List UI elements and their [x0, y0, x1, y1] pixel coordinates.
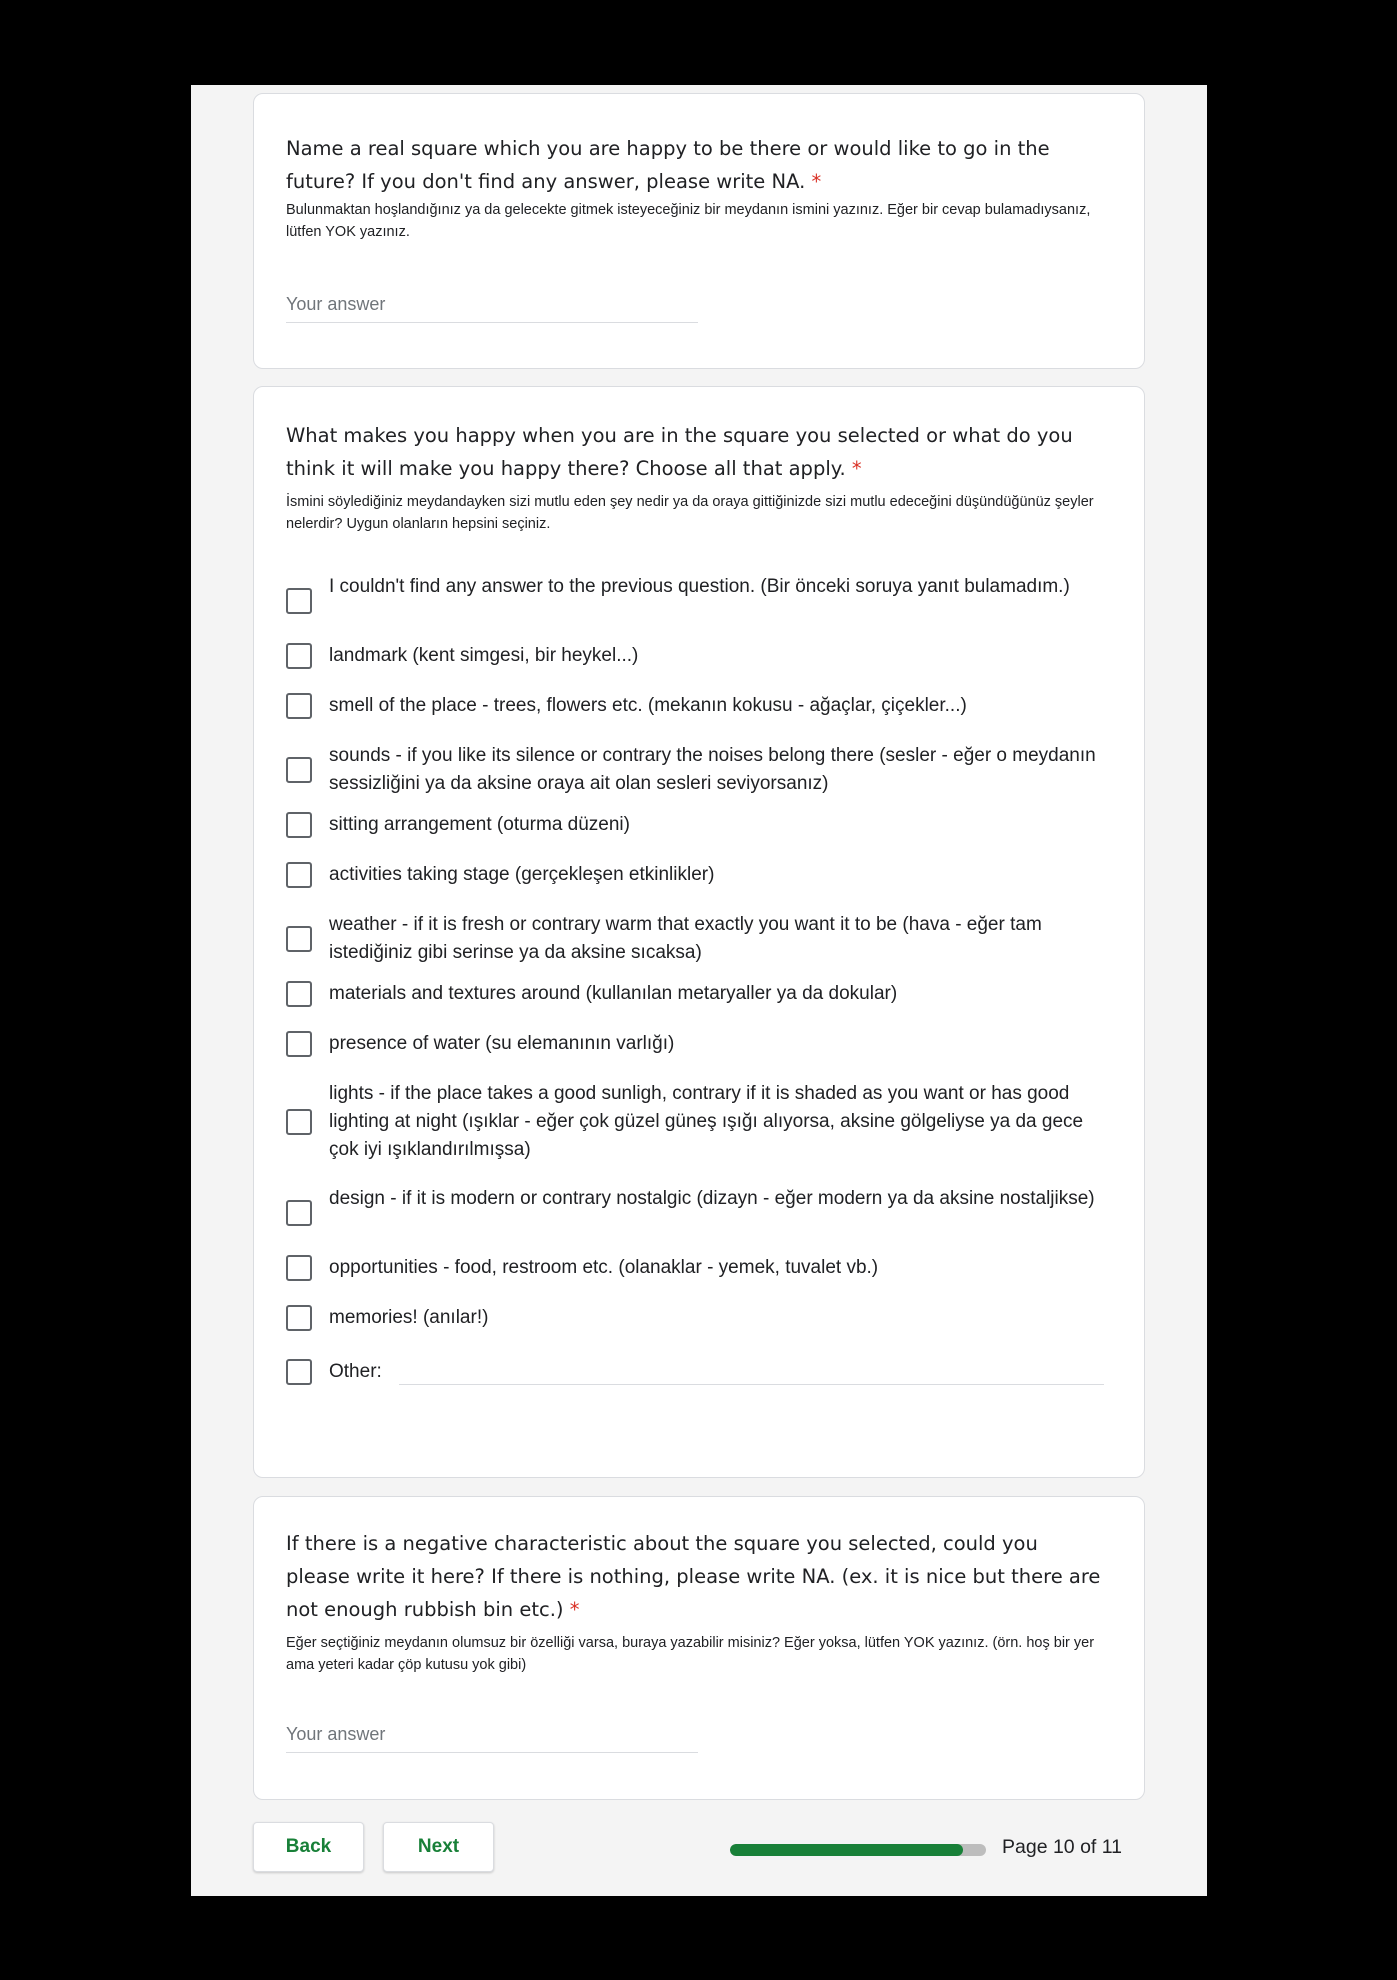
option-label: opportunities - food, restroom etc. (olanaklar - yemek, tuvalet vb.) — [329, 1257, 879, 1278]
option-other[interactable] — [286, 1358, 1104, 1390]
checkbox[interactable] — [286, 812, 312, 838]
option-label: Other: — [329, 1361, 382, 1382]
option-label: landmark (kent simgesi, bir heykel...) — [329, 645, 639, 666]
option-label: memories! (anılar!) — [329, 1307, 489, 1328]
checkbox[interactable] — [286, 1031, 312, 1057]
question-card-what-makes-happy — [253, 386, 1145, 1478]
question-description: Eğer seçtiğiniz meydanın olumsuz bir özelliği varsa, buraya yazabilir misiniz? Eğer yoksa, lütfen YOK yazınız. (örn. hoş bir yer ama yeteri kadar çöp kutusu yok gibi) — [286, 1635, 1095, 1673]
option-label: activities taking stage (gerçekleşen etkinlikler) — [329, 864, 715, 885]
question-description: İsmini söylediğiniz meydandayken sizi mutlu eden şey nedir ya da oraya gittiğinizde sizi mutlu edeceğini düşündüğünüz şeyler nelerdir? Uygun olanların hepsini seçiniz. — [286, 494, 1094, 532]
back-button[interactable]: Back — [253, 1822, 364, 1872]
checkbox[interactable] — [286, 926, 312, 952]
checkbox[interactable] — [286, 862, 312, 888]
option-label: presence of water (su elemanının varlığı) — [329, 1033, 675, 1054]
checkbox[interactable] — [286, 693, 312, 719]
required-asterisk: * — [851, 457, 862, 480]
checkbox[interactable] — [286, 588, 312, 614]
answer-input[interactable]: Your answer — [286, 287, 698, 323]
option-label: materials and textures around (kullanılan metaryaller ya da dokular) — [329, 983, 898, 1004]
question-card-negative-characteristic — [253, 1496, 1145, 1800]
checkbox[interactable] — [286, 1200, 312, 1226]
question-card-favorite-square — [253, 93, 1145, 369]
checkbox[interactable] — [286, 1305, 312, 1331]
next-button[interactable]: Next — [383, 1822, 494, 1872]
option-label: I couldn't find any answer to the previous question. (Bir önceki soruya yanıt bulamadım.) — [329, 576, 1070, 597]
checkbox[interactable] — [286, 1109, 312, 1135]
checkbox[interactable] — [286, 643, 312, 669]
checkbox[interactable] — [286, 757, 312, 783]
progress-bar-fill — [730, 1844, 963, 1856]
option-label: lights - if the place takes a good sunligh, contrary if it is shaded as you want or has good lighting at night (ışıklar - eğer çok güzel güneş ışığı alıyorsa, aksine gölgeliyse ya da gece çok iyi ışıklandırılmışsa) — [329, 1083, 1084, 1160]
question-description: Bulunmaktan hoşlandığınız ya da gelecekte gitmek isteyeceğiniz bir meydanın ismini yazınız. Eğer bir cevap bulamadıysanız, lütfen YOK yazınız. — [286, 202, 1091, 240]
option-label: sitting arrangement (oturma düzeni) — [329, 814, 630, 835]
answer-input[interactable]: Your answer — [286, 1717, 698, 1753]
page-indicator: Page 10 of 11 — [1002, 1836, 1122, 1858]
option-label: sounds - if you like its silence or contrary the noises belong there (sesler - eğer o meydanın sessizliğini ya da aksine oraya ait olan sesleri seviyorsanız) — [329, 745, 1096, 794]
checkbox[interactable] — [286, 1255, 312, 1281]
option-label: design - if it is modern or contrary nostalgic (dizayn - eğer modern ya da aksine nostaljikse) — [329, 1188, 1095, 1209]
question-title: If there is a negative characteristic about the square you selected, could you please write it here? If there is nothing, please write NA. (ex. it is nice but there are not enough rubbish bin etc.) * — [286, 1532, 1101, 1621]
question-title: What makes you happy when you are in the square you selected or what do you think it will make you happy there? Choose all that apply. * — [286, 424, 1073, 480]
form-page — [191, 85, 1207, 1896]
option-label: weather - if it is fresh or contrary warm that exactly you want it to be (hava - eğer tam istediğiniz gibi serinse ya da aksine sıcaksa) — [329, 914, 1042, 963]
option-label: smell of the place - trees, flowers etc. (mekanın kokusu - ağaçlar, çiçekler...) — [329, 695, 967, 716]
progress-bar — [730, 1844, 986, 1856]
required-asterisk: * — [811, 170, 822, 193]
checkbox[interactable] — [286, 1359, 312, 1385]
other-text-input[interactable] — [399, 1384, 1104, 1385]
checkbox[interactable] — [286, 981, 312, 1007]
question-title: Name a real square which you are happy to be there or would like to go in the future? If you don't find any answer, please write NA. * — [286, 137, 1050, 193]
required-asterisk: * — [569, 1598, 580, 1621]
